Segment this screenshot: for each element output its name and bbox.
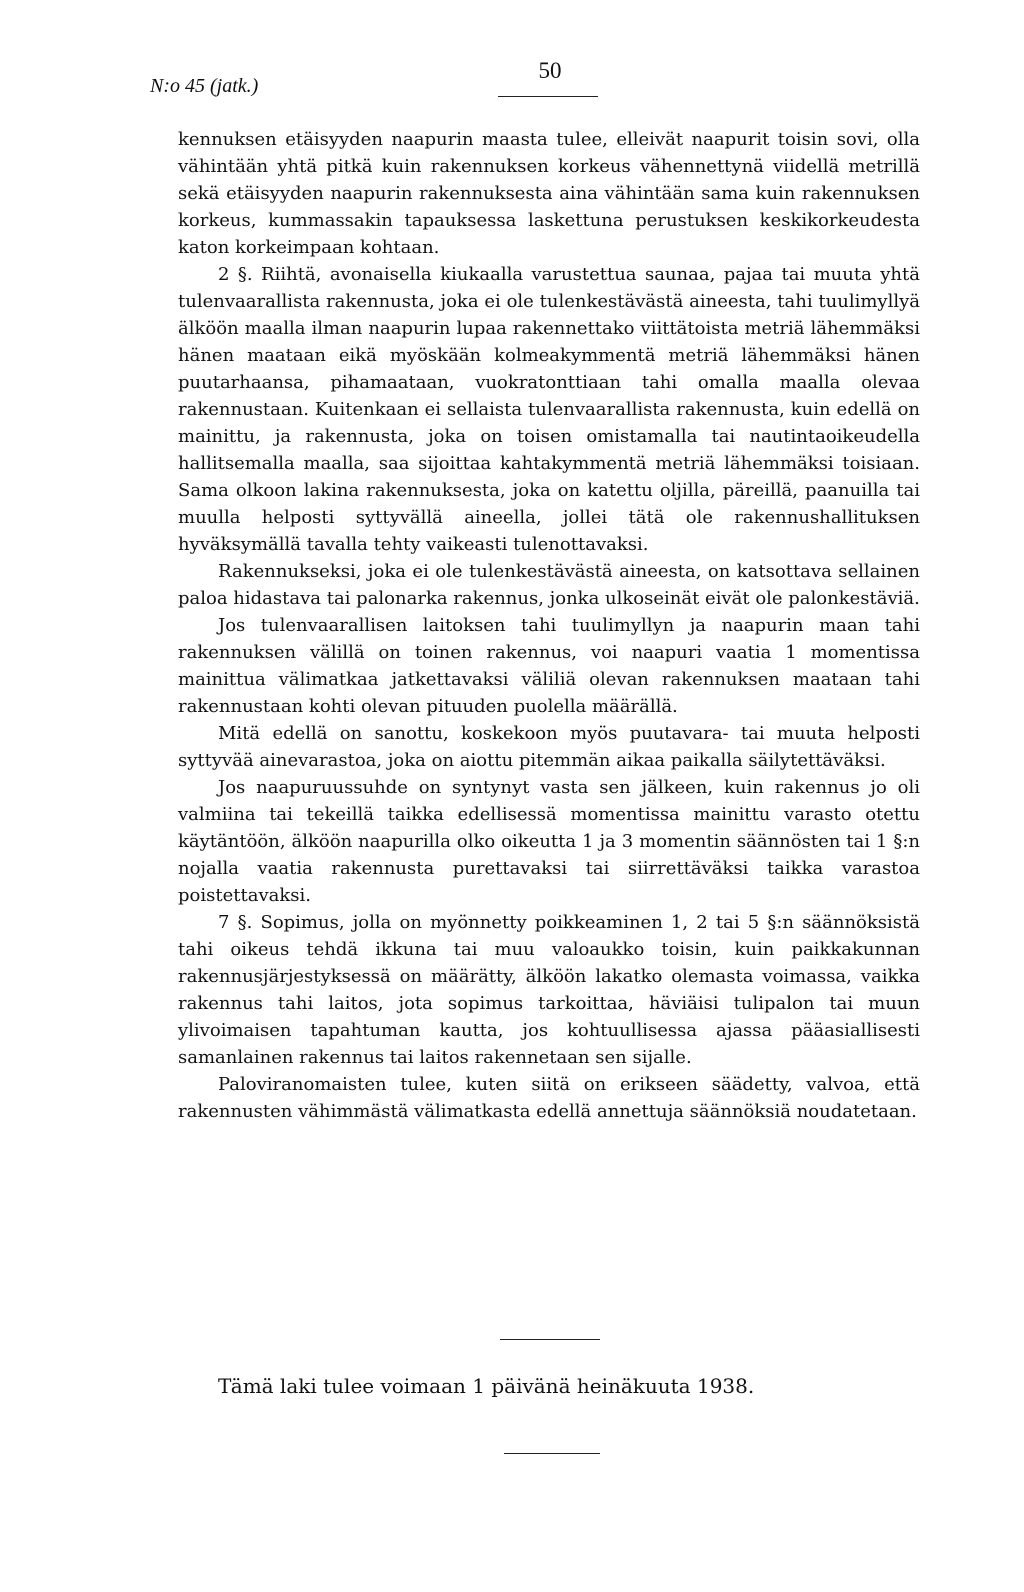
closing-statement: Tämä laki tulee voimaan 1 päivänä heinäkuuta 1938. <box>218 1374 755 1398</box>
paragraph-definition: Rakennukseksi, joka ei ole tulenkestävästä aineesta, on katsottava sellainen paloa hidastava tai palonarka rakennus, jonka ulkoseinät eivät ole palonkestäviä. <box>178 561 920 609</box>
end-rule <box>504 1453 600 1454</box>
paragraph-fire-authorities: Paloviranomaisten tulee, kuten siitä on erikseen säädetty, valvoa, että rakennusten vähimmästä välimatkasta edellä annettuja säännöksiä noudatetaan. <box>178 1074 920 1122</box>
paragraph-continuation: kennuksen etäisyyden naapurin maasta tulee, elleivät naapurit toisin sovi, olla vähintään yhtä pitkä kuin rakennuksen korkeus vähennettynä viidellä metrillä sekä etäisyyden naapurin rakennuksesta aina vähintään sama kuin rakennuksen korkeus, kummassakin tapauksessa laskettuna perustuksen keskikorkeudesta katon korkeimpaan kohtaan. <box>178 129 920 258</box>
header-rule <box>498 96 598 97</box>
section-divider <box>500 1339 600 1340</box>
paragraph-intermediate-building: Jos tulenvaarallisen laitoksen tahi tuulimyllyn ja naapurin maan tahi rakennuksen välillä on toinen rakennus, voi naapuri vaatia 1 momentissa mainittua välimatkaa jatkettavaksi väliliä olevan rakennuksen maataan tahi rakennustaan kohti olevan pituuden puolella määrällä. <box>178 615 920 717</box>
paragraph-storage: Mitä edellä on sanottu, koskekoon myös puutavara- tai muuta helposti syttyvää ainevarastoa, joka on aiottu pitemmän aikaa paikalla säilytettäväksi. <box>178 723 920 771</box>
paragraph-section-7: 7 §. Sopimus, jolla on myönnetty poikkeaminen 1, 2 tai 5 §:n säännöksistä tahi oikeus tehdä ikkuna tai muu valoaukko toisin, kuin paikkakunnan rakennusjärjestyksessä on määrätty, älköön lakatko olemasta voimassa, vaikka rakennus tahi laitos, jota sopimus tarkoittaa, häviäisi tulipalon tai muun ylivoimaisen tapahtuman kautta, jos kohtuullisessa ajassa pääasiallisesti samanlainen rakennus tai laitos rakennetaan sen sijalle. <box>178 912 920 1068</box>
page-number: 50 <box>538 58 562 83</box>
paragraph-section-2: 2 §. Riihtä, avonaisella kiukaalla varustettua saunaa, pajaa tai muuta yhtä tulenvaarallista rakennusta, joka ei ole tulenkestävästä aineesta, tahi tuulimyllyä älköön maalla ilman naapurin lupaa rakennettako viittätoista metriä lähemmäksi hänen maataan eikä myöskään kolmeakymmentä metriä lähemmäksi hänen puutarhaansa, pihamaataan, vuokratonttiaan tahi omalla maalla olevaa rakennustaan. Kuitenkaan ei sellaista tulenvaarallista rakennusta, kuin edellä on mainittu, ja rakennusta, joka on toisen omistamalla tai nautintaoikeudella hallitsemalla maalla, saa sijoittaa kahtakymmentä metriä lähemmäksi toisiaan. Sama olkoon lakina rakennuksesta, joka on katettu oljilla, päreillä, paanuilla tai muulla helposti syttyvällä aineella, jollei tätä ole rakennushallituksen hyväksymällä tavalla tehty vaikeasti tulenottavaksi. <box>178 264 920 555</box>
paragraph-neighbour-relation: Jos naapuruussuhde on syntynyt vasta sen jälkeen, kuin rakennus jo oli valmiina tai tekeillä taikka edellisessä momentissa mainittu varasto otettu käytäntöön, älköön naapurilla olko oikeutta 1 ja 3 momentin säännösten tai 1 §:n nojalla vaatia rakennusta purettavaksi tai siirrettäväksi taikka varastoa poistettavaksi. <box>178 777 920 906</box>
body-text <box>178 126 920 1125</box>
header-reference: N:o 45 (jatk.) <box>150 75 259 97</box>
